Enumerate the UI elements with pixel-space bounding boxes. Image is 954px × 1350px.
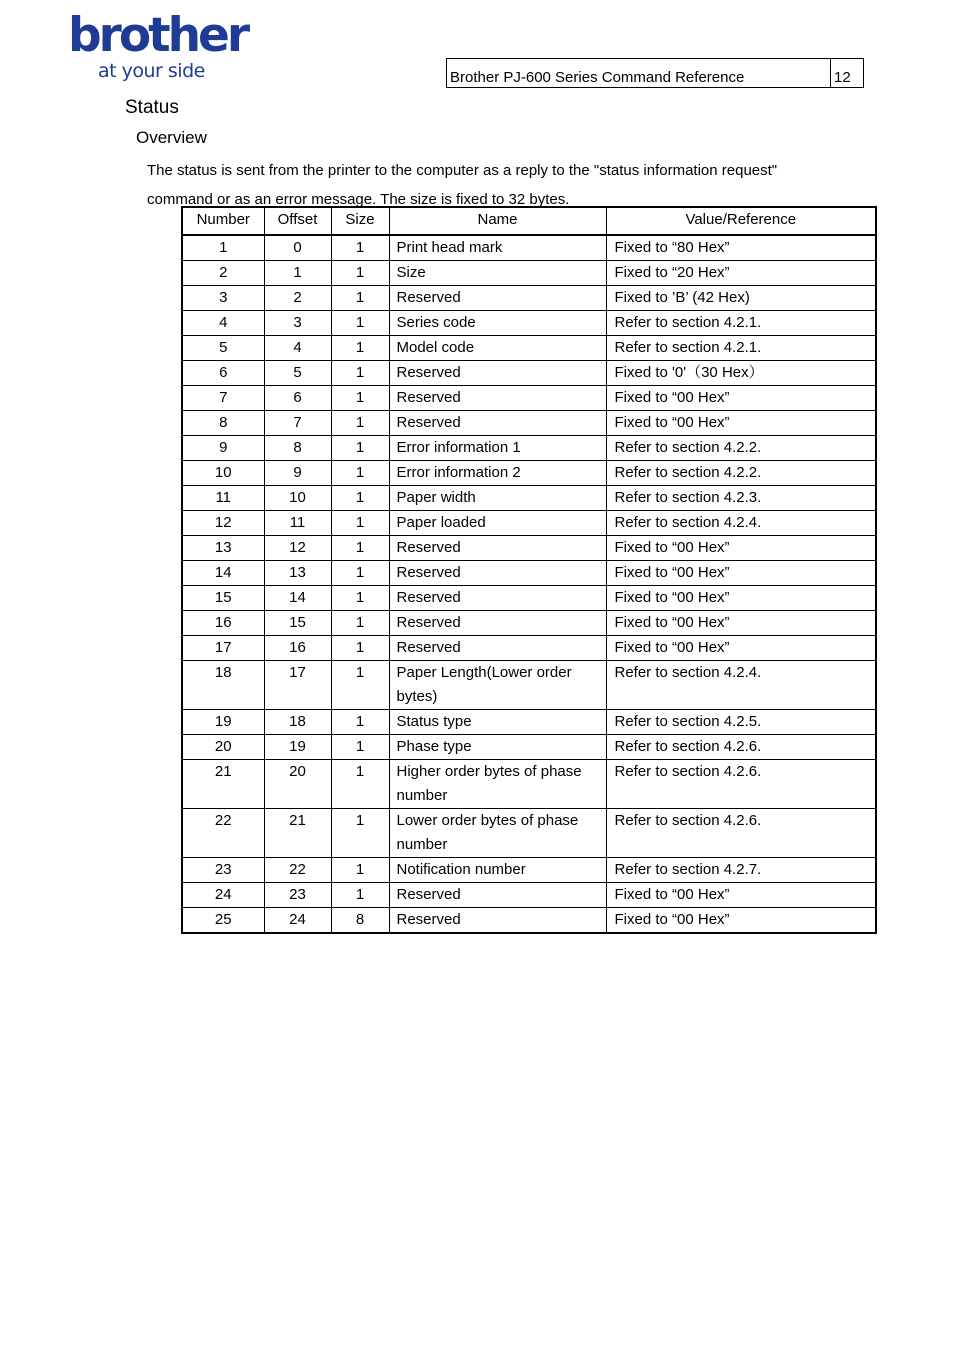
cell-name: Reserved — [389, 883, 606, 908]
column-header-offset: Offset — [264, 207, 331, 235]
logo-brand-text: brother — [68, 8, 248, 63]
cell-size: 1 — [331, 261, 389, 286]
table-row — [182, 311, 876, 336]
table-row — [182, 760, 876, 809]
page-number: 12 — [830, 59, 863, 87]
cell-size: 1 — [331, 636, 389, 661]
cell-size: 1 — [331, 809, 389, 858]
cell-name: Reserved — [389, 636, 606, 661]
cell-size: 1 — [331, 883, 389, 908]
cell-offset: 3 — [264, 311, 331, 336]
table-row — [182, 386, 876, 411]
cell-offset: 7 — [264, 411, 331, 436]
table-row — [182, 809, 876, 858]
table-row — [182, 710, 876, 735]
cell-size: 1 — [331, 561, 389, 586]
cell-number: 13 — [182, 536, 264, 561]
cell-name: Reserved — [389, 411, 606, 436]
table-row — [182, 286, 876, 311]
cell-value: Refer to section 4.2.4. — [606, 661, 876, 710]
cell-value: Fixed to “00 Hex” — [606, 908, 876, 934]
cell-number: 20 — [182, 735, 264, 760]
logo-tagline: at your side — [98, 60, 205, 82]
table-row — [182, 611, 876, 636]
cell-size: 1 — [331, 586, 389, 611]
cell-value: Refer to section 4.2.4. — [606, 511, 876, 536]
cell-size: 1 — [331, 661, 389, 710]
cell-value: Refer to section 4.2.2. — [606, 436, 876, 461]
table-row — [182, 908, 876, 934]
subsection-heading: Overview — [136, 128, 207, 147]
cell-number: 6 — [182, 361, 264, 386]
cell-offset: 10 — [264, 486, 331, 511]
cell-size: 1 — [331, 311, 389, 336]
table-header-row — [182, 207, 876, 235]
table-row — [182, 511, 876, 536]
column-header-number: Number — [182, 207, 264, 235]
cell-number: 19 — [182, 710, 264, 735]
cell-size: 1 — [331, 486, 389, 511]
table-row — [182, 411, 876, 436]
cell-offset: 9 — [264, 461, 331, 486]
cell-number: 14 — [182, 561, 264, 586]
cell-number: 24 — [182, 883, 264, 908]
table-row — [182, 461, 876, 486]
cell-value: Refer to section 4.2.1. — [606, 336, 876, 361]
cell-name: Error information 1 — [389, 436, 606, 461]
cell-number: 9 — [182, 436, 264, 461]
cell-value: Fixed to “00 Hex” — [606, 883, 876, 908]
cell-number: 3 — [182, 286, 264, 311]
column-header-value: Value/Reference — [606, 207, 876, 235]
cell-value: Fixed to “00 Hex” — [606, 611, 876, 636]
cell-value: Refer to section 4.2.3. — [606, 486, 876, 511]
cell-number: 21 — [182, 760, 264, 809]
table-row — [182, 361, 876, 386]
cell-size: 1 — [331, 386, 389, 411]
section-heading: Status — [125, 97, 179, 118]
cell-offset: 1 — [264, 261, 331, 286]
table-row — [182, 235, 876, 261]
cell-name: Reserved — [389, 286, 606, 311]
cell-value: Fixed to “00 Hex” — [606, 636, 876, 661]
table-row — [182, 561, 876, 586]
cell-name: Notification number — [389, 858, 606, 883]
cell-name: Reserved — [389, 361, 606, 386]
cell-offset: 24 — [264, 908, 331, 934]
cell-name: Status type — [389, 710, 606, 735]
cell-offset: 19 — [264, 735, 331, 760]
cell-number: 4 — [182, 311, 264, 336]
cell-value: Refer to section 4.2.5. — [606, 710, 876, 735]
cell-name: Reserved — [389, 536, 606, 561]
cell-number: 5 — [182, 336, 264, 361]
document-header — [446, 58, 864, 88]
cell-name: Reserved — [389, 908, 606, 934]
cell-value: Refer to section 4.2.2. — [606, 461, 876, 486]
cell-size: 1 — [331, 461, 389, 486]
cell-value: Refer to section 4.2.7. — [606, 858, 876, 883]
cell-number: 18 — [182, 661, 264, 710]
cell-number: 12 — [182, 511, 264, 536]
table-row — [182, 661, 876, 710]
cell-name: Error information 2 — [389, 461, 606, 486]
cell-size: 1 — [331, 436, 389, 461]
column-header-size: Size — [331, 207, 389, 235]
table-row — [182, 858, 876, 883]
cell-name: Higher order bytes of phase number — [389, 760, 606, 809]
cell-name: Paper width — [389, 486, 606, 511]
table-row — [182, 436, 876, 461]
cell-number: 15 — [182, 586, 264, 611]
cell-value: Fixed to “20 Hex” — [606, 261, 876, 286]
cell-value: Fixed to “00 Hex” — [606, 561, 876, 586]
cell-offset: 8 — [264, 436, 331, 461]
cell-value: Refer to section 4.2.6. — [606, 735, 876, 760]
cell-value: Fixed to '0'（30 Hex） — [606, 361, 876, 386]
cell-name: Paper loaded — [389, 511, 606, 536]
cell-name: Print head mark — [389, 235, 606, 261]
document-title: Brother PJ-600 Series Command Reference — [450, 69, 745, 86]
cell-name: Reserved — [389, 561, 606, 586]
table-row — [182, 586, 876, 611]
cell-offset: 12 — [264, 536, 331, 561]
cell-value: Fixed to ’B’ (42 Hex) — [606, 286, 876, 311]
table-row — [182, 536, 876, 561]
cell-size: 1 — [331, 611, 389, 636]
cell-number: 2 — [182, 261, 264, 286]
cell-offset: 22 — [264, 858, 331, 883]
cell-number: 11 — [182, 486, 264, 511]
cell-value: Fixed to “80 Hex” — [606, 235, 876, 261]
column-header-name: Name — [389, 207, 606, 235]
intro-paragraph: The status is sent from the printer to the computer as a reply to the "status information request" command or as an error message. The size is fixed to 32 bytes. — [147, 162, 778, 208]
cell-value: Refer to section 4.2.1. — [606, 311, 876, 336]
cell-number: 1 — [182, 235, 264, 261]
cell-offset: 15 — [264, 611, 331, 636]
cell-name: Series code — [389, 311, 606, 336]
cell-offset: 20 — [264, 760, 331, 809]
cell-number: 10 — [182, 461, 264, 486]
cell-value: Fixed to “00 Hex” — [606, 386, 876, 411]
cell-name: Phase type — [389, 735, 606, 760]
table-row — [182, 486, 876, 511]
cell-size: 1 — [331, 336, 389, 361]
cell-offset: 0 — [264, 235, 331, 261]
cell-size: 1 — [331, 511, 389, 536]
cell-size: 1 — [331, 411, 389, 436]
cell-offset: 16 — [264, 636, 331, 661]
cell-offset: 5 — [264, 361, 331, 386]
cell-offset: 18 — [264, 710, 331, 735]
cell-value: Refer to section 4.2.6. — [606, 760, 876, 809]
cell-size: 1 — [331, 735, 389, 760]
cell-size: 8 — [331, 908, 389, 934]
cell-name: Reserved — [389, 386, 606, 411]
table-row — [182, 735, 876, 760]
cell-name: Model code — [389, 336, 606, 361]
table-row — [182, 636, 876, 661]
cell-size: 1 — [331, 760, 389, 809]
cell-offset: 11 — [264, 511, 331, 536]
cell-number: 25 — [182, 908, 264, 934]
cell-number: 16 — [182, 611, 264, 636]
cell-name: Reserved — [389, 586, 606, 611]
cell-value: Fixed to “00 Hex” — [606, 586, 876, 611]
cell-size: 1 — [331, 235, 389, 261]
cell-size: 1 — [331, 361, 389, 386]
table-row — [182, 336, 876, 361]
cell-value: Fixed to “00 Hex” — [606, 536, 876, 561]
cell-offset: 17 — [264, 661, 331, 710]
cell-value: Refer to section 4.2.6. — [606, 809, 876, 858]
cell-value: Fixed to “00 Hex” — [606, 411, 876, 436]
cell-number: 22 — [182, 809, 264, 858]
cell-number: 8 — [182, 411, 264, 436]
cell-name: Paper Length(Lower order bytes) — [389, 661, 606, 710]
cell-size: 1 — [331, 286, 389, 311]
cell-offset: 4 — [264, 336, 331, 361]
cell-number: 7 — [182, 386, 264, 411]
cell-number: 17 — [182, 636, 264, 661]
table-row — [182, 261, 876, 286]
cell-size: 1 — [331, 858, 389, 883]
cell-size: 1 — [331, 536, 389, 561]
cell-name: Size — [389, 261, 606, 286]
cell-name: Reserved — [389, 611, 606, 636]
cell-offset: 6 — [264, 386, 331, 411]
table-row — [182, 883, 876, 908]
cell-size: 1 — [331, 710, 389, 735]
status-table — [181, 206, 877, 934]
cell-offset: 13 — [264, 561, 331, 586]
table-body — [182, 235, 876, 933]
cell-offset: 2 — [264, 286, 331, 311]
cell-number: 23 — [182, 858, 264, 883]
cell-offset: 21 — [264, 809, 331, 858]
cell-name: Lower order bytes of phase number — [389, 809, 606, 858]
cell-offset: 14 — [264, 586, 331, 611]
cell-offset: 23 — [264, 883, 331, 908]
brother-logo — [68, 8, 248, 90]
